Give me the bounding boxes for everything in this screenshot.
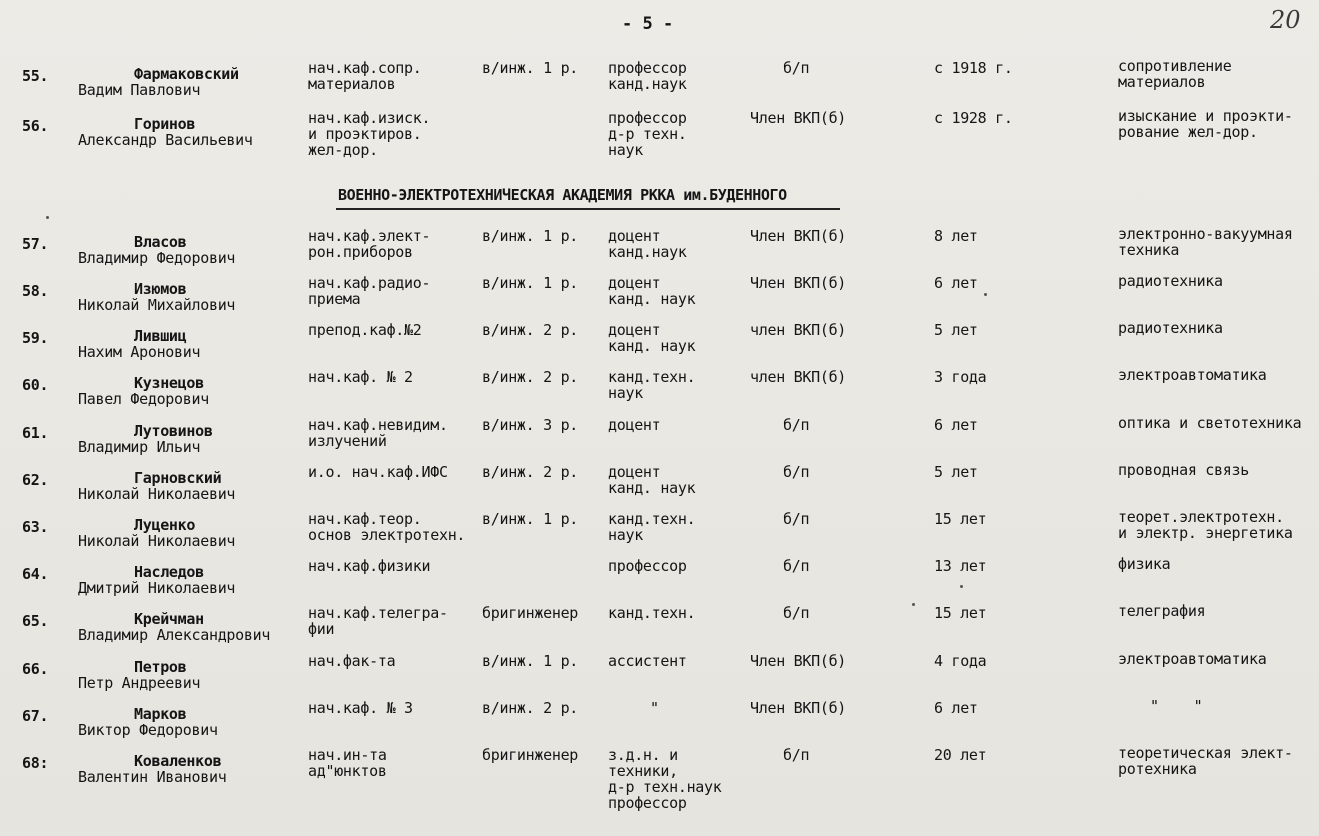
speck bbox=[960, 585, 963, 588]
surname: Марков bbox=[134, 705, 187, 723]
speck bbox=[46, 216, 49, 219]
given-names: Владимир Александрович bbox=[78, 626, 271, 644]
experience: 4 года bbox=[934, 652, 987, 670]
party-membership: Член ВКП(б) bbox=[750, 274, 847, 292]
position: нач.фак-та bbox=[308, 652, 396, 670]
given-names: Дмитрий Николаевич bbox=[78, 579, 236, 597]
specialty: теорет.электротехн. и электр. энергетика bbox=[1118, 508, 1293, 542]
specialty: радиотехника bbox=[1118, 272, 1223, 290]
given-names: Николай Николаевич bbox=[78, 532, 236, 550]
row-number: 58. bbox=[22, 282, 49, 300]
table-row bbox=[0, 698, 1319, 746]
table-row bbox=[0, 320, 1319, 368]
specialty: сопротивление материалов bbox=[1118, 57, 1232, 91]
row-number: 55. bbox=[22, 67, 49, 85]
specialty: теоретическая элект- ротехника bbox=[1118, 744, 1293, 778]
experience: с 1928 г. bbox=[934, 109, 1013, 127]
table-row bbox=[0, 415, 1319, 463]
speck bbox=[912, 603, 915, 606]
academic-degree: доцент канд. наук bbox=[608, 463, 696, 497]
position: нач.каф.теор. основ электротехн. bbox=[308, 510, 466, 544]
row-number: 63. bbox=[22, 518, 49, 536]
surname: Кузнецов bbox=[134, 374, 204, 392]
row-number: 57. bbox=[22, 235, 49, 253]
specialty: физика bbox=[1118, 555, 1171, 573]
military-rank: в/инж. 1 р. bbox=[482, 59, 579, 77]
party-membership: б/п bbox=[783, 416, 810, 434]
position: препод.каф.№2 bbox=[308, 321, 422, 339]
academic-degree: доцент канд. наук bbox=[608, 274, 696, 308]
position: нач.каф.невидим. излучений bbox=[308, 416, 448, 450]
surname: Лутовинов bbox=[134, 422, 213, 440]
table-row bbox=[0, 462, 1319, 510]
military-rank: в/инж. 2 р. bbox=[482, 368, 579, 386]
given-names: Виктор Федорович bbox=[78, 721, 218, 739]
experience: 6 лет bbox=[934, 416, 978, 434]
given-names: Павел Федорович bbox=[78, 390, 209, 408]
surname: Изюмов bbox=[134, 280, 187, 298]
military-rank: бригинженер bbox=[482, 746, 579, 764]
specialty: электронно-вакуумная техника bbox=[1118, 225, 1293, 259]
party-membership: Член ВКП(б) bbox=[750, 652, 847, 670]
party-membership: Член ВКП(б) bbox=[750, 699, 847, 717]
military-rank: бригинженер bbox=[482, 604, 579, 622]
position: нач.ин-та ад"юнктов bbox=[308, 746, 387, 780]
military-rank: в/инж. 1 р. bbox=[482, 274, 579, 292]
row-number: 68: bbox=[22, 754, 49, 772]
position: нач.каф.сопр. материалов bbox=[308, 59, 422, 93]
party-membership: б/п bbox=[783, 557, 810, 575]
table-row bbox=[0, 107, 1319, 159]
given-names: Петр Андреевич bbox=[78, 674, 201, 692]
row-number: 59. bbox=[22, 329, 49, 347]
specialty: электроавтоматика bbox=[1118, 650, 1267, 668]
table-row bbox=[0, 556, 1319, 604]
handwritten-sheet-number: 20 bbox=[1270, 6, 1301, 34]
experience: 6 лет bbox=[934, 274, 978, 292]
academic-degree: доцент канд. наук bbox=[608, 321, 696, 355]
experience: 5 лет bbox=[934, 463, 978, 481]
military-rank: в/инж. 3 р. bbox=[482, 416, 579, 434]
surname: Горинов bbox=[134, 115, 196, 133]
academic-degree: " bbox=[650, 699, 659, 717]
specialty: электроавтоматика bbox=[1118, 366, 1267, 384]
given-names: Нахим Аронович bbox=[78, 343, 201, 361]
table-row bbox=[0, 367, 1319, 415]
section-heading: ВОЕННО-ЭЛЕКТРОТЕХНИЧЕСКАЯ АКАДЕМИЯ РККА им.БУДЕННОГО bbox=[338, 186, 787, 204]
surname: Луценко bbox=[134, 516, 196, 534]
military-rank: в/инж. 1 р. bbox=[482, 227, 579, 245]
row-number: 64. bbox=[22, 565, 49, 583]
position: нач.каф.физики bbox=[308, 557, 431, 575]
academic-degree: доцент bbox=[608, 416, 661, 434]
position: и.о. нач.каф.ИФС bbox=[308, 463, 448, 481]
military-rank: в/инж. 1 р. bbox=[482, 510, 579, 528]
surname: Наследов bbox=[134, 563, 204, 581]
row-number: 62. bbox=[22, 471, 49, 489]
party-membership: член ВКП(б) bbox=[750, 368, 847, 386]
table-row bbox=[0, 744, 1319, 812]
row-number: 66. bbox=[22, 660, 49, 678]
given-names: Владимир Федорович bbox=[78, 249, 236, 267]
table-row bbox=[0, 651, 1319, 699]
position: нач.каф. № 3 bbox=[308, 699, 413, 717]
academic-degree: профессор bbox=[608, 557, 687, 575]
party-membership: Член ВКП(б) bbox=[750, 109, 847, 127]
heading-underline bbox=[336, 208, 840, 210]
experience: 5 лет bbox=[934, 321, 978, 339]
experience: 15 лет bbox=[934, 604, 987, 622]
experience: 13 лет bbox=[934, 557, 987, 575]
speck bbox=[984, 293, 987, 296]
specialty: телеграфия bbox=[1118, 602, 1206, 620]
academic-degree: профессор канд.наук bbox=[608, 59, 687, 93]
military-rank: в/инж. 2 р. bbox=[482, 463, 579, 481]
party-membership: б/п bbox=[783, 510, 810, 528]
surname: Петров bbox=[134, 658, 187, 676]
specialty: радиотехника bbox=[1118, 319, 1223, 337]
given-names: Вадим Павлович bbox=[78, 81, 201, 99]
experience: 8 лет bbox=[934, 227, 978, 245]
position: нач.каф.изиск. и проэктиров. жел-дор. bbox=[308, 109, 431, 159]
surname: Фармаковский bbox=[134, 65, 239, 83]
page-number: - 5 - bbox=[622, 14, 674, 34]
experience: 20 лет bbox=[934, 746, 987, 764]
party-membership: б/п bbox=[783, 604, 810, 622]
specialty: " " bbox=[1150, 697, 1203, 715]
surname: Крейчман bbox=[134, 610, 204, 628]
experience: 15 лет bbox=[934, 510, 987, 528]
academic-degree: канд.техн. bbox=[608, 604, 696, 622]
position: нач.каф.радио- приема bbox=[308, 274, 431, 308]
table-row bbox=[0, 509, 1319, 557]
row-number: 67. bbox=[22, 707, 49, 725]
academic-degree: з.д.н. и техники, д-р техн.наук профессор bbox=[608, 746, 722, 812]
party-membership: б/п bbox=[783, 463, 810, 481]
row-number: 56. bbox=[22, 117, 49, 135]
table-row bbox=[0, 273, 1319, 321]
surname: Власов bbox=[134, 233, 187, 251]
given-names: Валентин Иванович bbox=[78, 768, 227, 786]
given-names: Владимир Ильич bbox=[78, 438, 201, 456]
academic-degree: доцент канд.наук bbox=[608, 227, 687, 261]
party-membership: б/п bbox=[783, 746, 810, 764]
surname: Лившиц bbox=[134, 327, 187, 345]
table-row bbox=[0, 58, 1319, 106]
experience: с 1918 г. bbox=[934, 59, 1013, 77]
academic-degree: канд.техн. наук bbox=[608, 368, 696, 402]
specialty: проводная связь bbox=[1118, 461, 1249, 479]
experience: 3 года bbox=[934, 368, 987, 386]
given-names: Александр Васильевич bbox=[78, 131, 253, 149]
table-row bbox=[0, 226, 1319, 274]
academic-degree: профессор д-р техн. наук bbox=[608, 109, 687, 159]
party-membership: член ВКП(б) bbox=[750, 321, 847, 339]
surname: Коваленков bbox=[134, 752, 222, 770]
table-row bbox=[0, 603, 1319, 651]
position: нач.каф.телегра- фии bbox=[308, 604, 448, 638]
specialty: оптика и светотехника bbox=[1118, 414, 1302, 432]
row-number: 61. bbox=[22, 424, 49, 442]
experience: 6 лет bbox=[934, 699, 978, 717]
row-number: 60. bbox=[22, 376, 49, 394]
party-membership: б/п bbox=[783, 59, 810, 77]
position: нач.каф. № 2 bbox=[308, 368, 413, 386]
specialty: изыскание и проэкти- рование жел-дор. bbox=[1118, 107, 1293, 141]
surname: Гарновский bbox=[134, 469, 222, 487]
academic-degree: канд.техн. наук bbox=[608, 510, 696, 544]
military-rank: в/инж. 1 р. bbox=[482, 652, 579, 670]
military-rank: в/инж. 2 р. bbox=[482, 321, 579, 339]
position: нач.каф.элект- рон.приборов bbox=[308, 227, 431, 261]
academic-degree: ассистент bbox=[608, 652, 687, 670]
row-number: 65. bbox=[22, 612, 49, 630]
military-rank: в/инж. 2 р. bbox=[482, 699, 579, 717]
given-names: Николай Михайлович bbox=[78, 296, 236, 314]
party-membership: Член ВКП(б) bbox=[750, 227, 847, 245]
given-names: Николай Николаевич bbox=[78, 485, 236, 503]
